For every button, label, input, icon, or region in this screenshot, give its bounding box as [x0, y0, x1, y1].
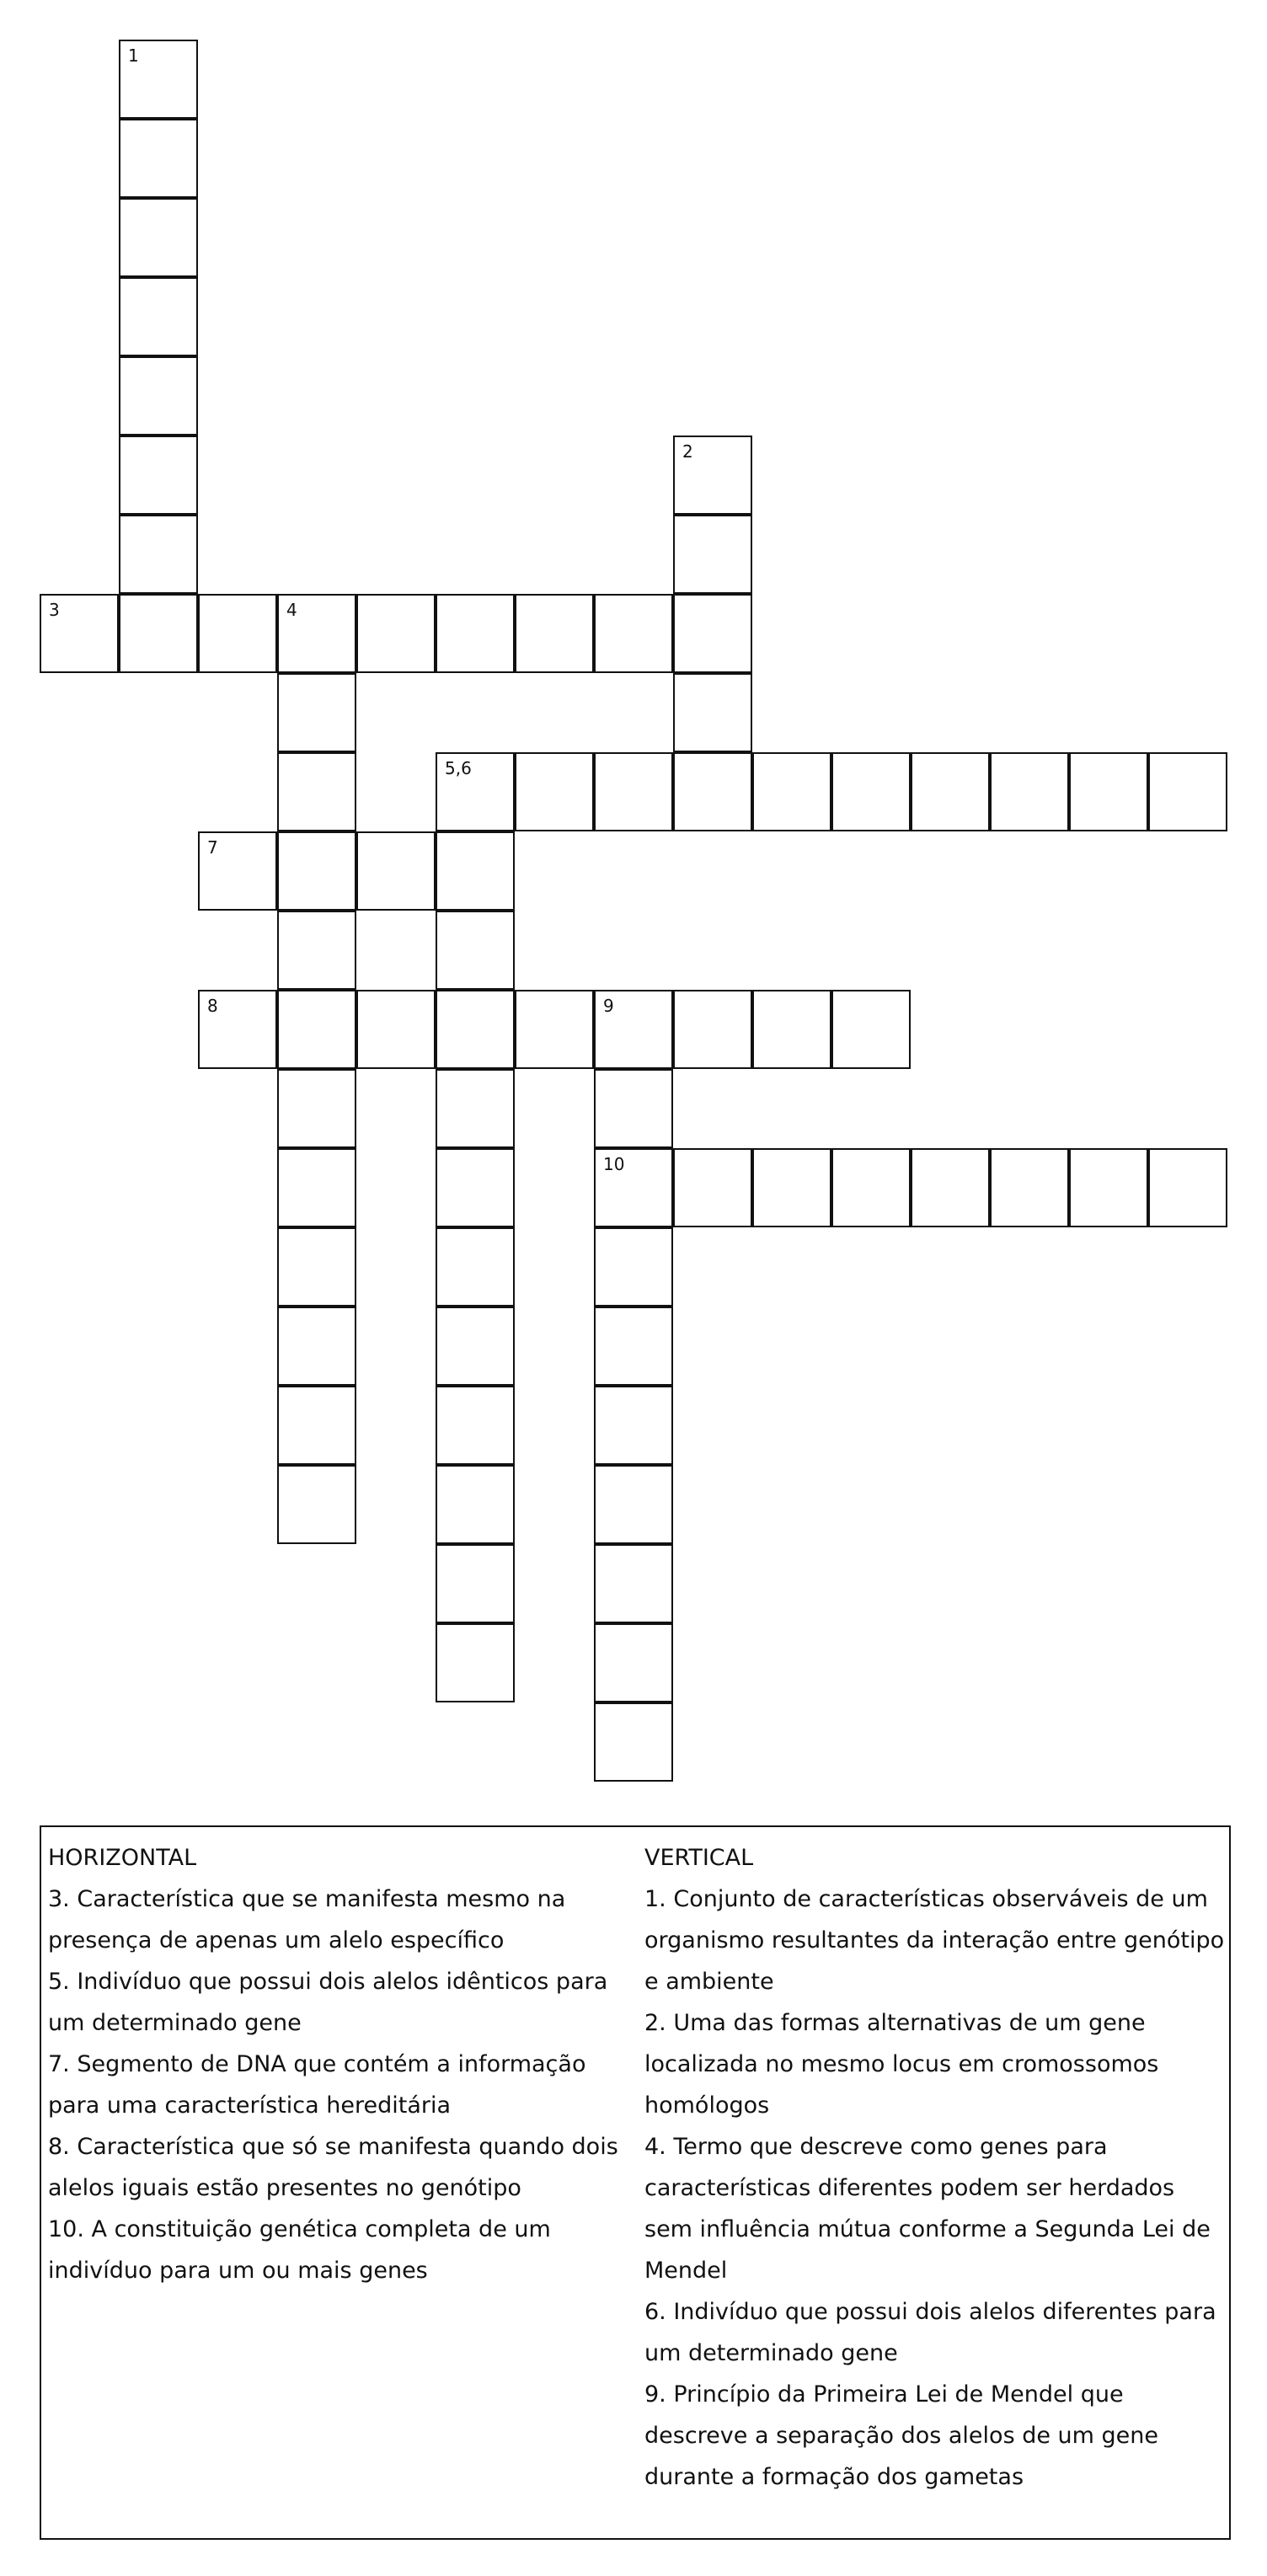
clue-h8: 8. Característica que só se manifesta quando dois alelos iguais estão presentes no genótipo: [48, 2134, 618, 2201]
grid-cell[interactable]: [594, 1069, 673, 1148]
clue-h7: 7. Segmento de DNA que contém a informação para uma característica hereditária: [48, 2051, 586, 2119]
clue-v2: 2. Uma das formas alternativas de um gene localizada no mesmo locus em cromossomos homólogos: [644, 2010, 1159, 2119]
grid-cell[interactable]: [436, 911, 515, 990]
clues-box: [40, 1825, 1231, 2540]
grid-cell[interactable]: [1069, 752, 1148, 831]
clue-number: 3: [49, 600, 60, 620]
grid-cell[interactable]: [356, 990, 436, 1069]
grid-cell[interactable]: [594, 1623, 673, 1702]
grid-cell[interactable]: [594, 990, 673, 1069]
grid-cell[interactable]: [436, 831, 515, 911]
grid-cell[interactable]: [594, 1227, 673, 1307]
grid-cell[interactable]: [277, 1227, 356, 1307]
grid-cell[interactable]: [911, 752, 990, 831]
grid-cell[interactable]: [515, 594, 594, 673]
grid-cell[interactable]: [277, 1386, 356, 1465]
grid-cell[interactable]: [673, 594, 752, 673]
clue-v9: 9. Princípio da Primeira Lei de Mendel que descreve a separação dos alelos de um gene durante a formação dos gametas: [644, 2381, 1159, 2490]
grid-cell[interactable]: [119, 198, 198, 277]
grid-cell[interactable]: [277, 1307, 356, 1386]
grid-cell[interactable]: [594, 1386, 673, 1465]
grid-cell[interactable]: [594, 1307, 673, 1386]
grid-cell[interactable]: [594, 1148, 673, 1227]
grid-cell[interactable]: [119, 436, 198, 515]
grid-cell[interactable]: [1148, 752, 1227, 831]
grid-cell[interactable]: [752, 1148, 831, 1227]
grid-cell[interactable]: [594, 1702, 673, 1782]
clue-h10: 10. A constituição genética completa de um indivíduo para um ou mais genes: [48, 2216, 551, 2284]
horizontal-heading: HORIZONTAL: [48, 1845, 197, 1871]
grid-cell[interactable]: [119, 277, 198, 356]
grid-cell[interactable]: [119, 119, 198, 198]
grid-cell[interactable]: [436, 1227, 515, 1307]
grid-cell[interactable]: [752, 752, 831, 831]
grid-cell[interactable]: [436, 1069, 515, 1148]
grid-cell[interactable]: [911, 1148, 990, 1227]
grid-cell[interactable]: [594, 752, 673, 831]
clue-number: 8: [207, 996, 218, 1016]
grid-cell[interactable]: [277, 831, 356, 911]
grid-cell[interactable]: [673, 515, 752, 594]
clue-number: 9: [603, 996, 614, 1016]
grid-cell[interactable]: [436, 1307, 515, 1386]
grid-cell[interactable]: [831, 990, 911, 1069]
grid-cell[interactable]: [356, 594, 436, 673]
grid-cell[interactable]: [436, 1148, 515, 1227]
grid-cell[interactable]: [594, 1544, 673, 1623]
clue-number: 4: [286, 600, 297, 620]
grid-cell[interactable]: [436, 1386, 515, 1465]
grid-cell[interactable]: [594, 594, 673, 673]
grid-cell[interactable]: [119, 594, 198, 673]
grid-cell[interactable]: [277, 990, 356, 1069]
clue-number: 10: [603, 1154, 625, 1174]
grid-cell[interactable]: [198, 831, 277, 911]
grid-cell[interactable]: [119, 515, 198, 594]
clue-h5: 5. Indivíduo que possui dois alelos idênticos para um determinado gene: [48, 1969, 608, 2036]
vertical-clues: [644, 1837, 1226, 2498]
grid-cell[interactable]: [436, 1623, 515, 1702]
grid-cell[interactable]: [277, 1148, 356, 1227]
clue-v1: 1. Conjunto de características observáveis de um organismo resultantes da interação entre genótipo e ambiente: [644, 1886, 1225, 1995]
grid-cell[interactable]: [436, 594, 515, 673]
grid-cell[interactable]: [436, 990, 515, 1069]
grid-cell[interactable]: [1148, 1148, 1227, 1227]
grid-cell[interactable]: [990, 752, 1069, 831]
grid-cell[interactable]: [436, 1544, 515, 1623]
grid-cell[interactable]: [831, 752, 911, 831]
grid-cell[interactable]: [198, 990, 277, 1069]
grid-cell[interactable]: [673, 436, 752, 515]
clue-h3: 3. Característica que se manifesta mesmo na presença de apenas um alelo específico: [48, 1886, 566, 1953]
clue-number: 7: [207, 837, 218, 858]
clue-number: 1: [128, 45, 139, 66]
grid-cell[interactable]: [1069, 1148, 1148, 1227]
grid-cell[interactable]: [515, 990, 594, 1069]
grid-cell[interactable]: [515, 752, 594, 831]
grid-cell[interactable]: [119, 40, 198, 119]
clue-number: 2: [682, 441, 693, 462]
grid-cell[interactable]: [436, 1465, 515, 1544]
grid-cell[interactable]: [673, 673, 752, 752]
grid-cell[interactable]: [198, 594, 277, 673]
grid-cell[interactable]: [277, 673, 356, 752]
grid-cell[interactable]: [594, 1465, 673, 1544]
clue-v6: 6. Indivíduo que possui dois alelos diferentes para um determinado gene: [644, 2299, 1216, 2366]
grid-cell[interactable]: [277, 1465, 356, 1544]
horizontal-clues: [48, 1837, 629, 2291]
vertical-heading: VERTICAL: [644, 1845, 754, 1871]
grid-cell[interactable]: [277, 752, 356, 831]
grid-cell[interactable]: [277, 1069, 356, 1148]
grid-cell[interactable]: [673, 752, 752, 831]
grid-cell[interactable]: [356, 831, 436, 911]
clue-v4: 4. Termo que descreve como genes para características diferentes podem ser herdados sem influência mútua conforme a Segunda Lei de Mendel: [644, 2134, 1211, 2284]
grid-cell[interactable]: [277, 911, 356, 990]
grid-cell[interactable]: [831, 1148, 911, 1227]
grid-cell[interactable]: [752, 990, 831, 1069]
clue-number: 5,6: [445, 758, 472, 778]
grid-cell[interactable]: [436, 752, 515, 831]
grid-cell[interactable]: [119, 356, 198, 436]
grid-cell[interactable]: [990, 1148, 1069, 1227]
grid-cell[interactable]: [673, 990, 752, 1069]
grid-cell[interactable]: [673, 1148, 752, 1227]
grid-cell[interactable]: [40, 594, 119, 673]
grid-cell[interactable]: [277, 594, 356, 673]
